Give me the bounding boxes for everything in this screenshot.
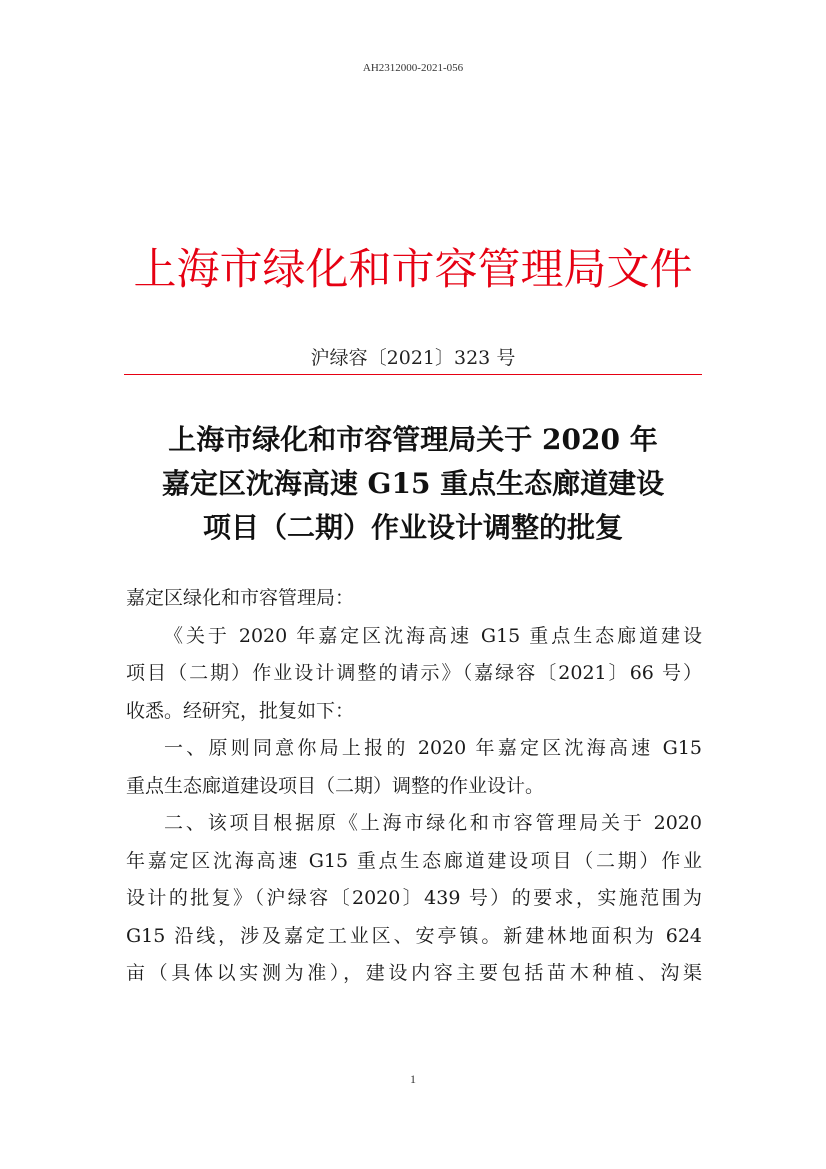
body-line: 项目（二期）作业设计调整的请示》（嘉绿容〔2021〕66 号） bbox=[126, 662, 702, 684]
issuer-header: 上海市绿化和市容管理局文件 bbox=[133, 245, 693, 295]
body-line: G15 沿线，涉及嘉定工业区、安亭镇。新建林地面积为 624 bbox=[126, 924, 702, 947]
body-line: 二、该项目根据原《上海市绿化和市容管理局关于 2020 bbox=[164, 812, 702, 834]
body-line: 亩（具体以实测为准），建设内容主要包括苗木种植、沟渠 bbox=[126, 962, 702, 984]
body-line: 《关于 2020 年嘉定区沈海高速 G15 重点生态廊道建设 bbox=[164, 624, 702, 647]
title-line: 嘉定区沈海高速 G15 重点生态廊道建设 bbox=[161, 467, 665, 500]
body-line: 设计的批复》（沪绿容〔2020〕439 号）的要求，实施范围为 bbox=[126, 887, 702, 909]
body-line: 一、原则同意你局上报的 2020 年嘉定区沈海高速 G15 bbox=[164, 737, 702, 759]
body-line: 年嘉定区沈海高速 G15 重点生态廊道建设项目（二期）作业 bbox=[126, 849, 702, 872]
body-line: 收悉。经研究，批复如下： bbox=[126, 699, 355, 722]
salutation: 嘉定区绿化和市容管理局： bbox=[126, 587, 355, 609]
document-number: 沪绿容〔2021〕323 号 bbox=[310, 347, 516, 369]
document-title bbox=[0, 418, 826, 550]
page-number: 1 bbox=[410, 1072, 416, 1086]
red-divider-line bbox=[124, 374, 702, 375]
title-line: 项目（二期）作业设计调整的批复 bbox=[202, 511, 623, 544]
document-body bbox=[126, 580, 702, 993]
title-line: 上海市绿化和市容管理局关于 2020 年 bbox=[168, 423, 658, 456]
document-code: AH2312000-2021-056 bbox=[362, 62, 464, 74]
body-line: 重点生态廊道建设项目（二期）调整的作业设计。 bbox=[126, 774, 545, 797]
